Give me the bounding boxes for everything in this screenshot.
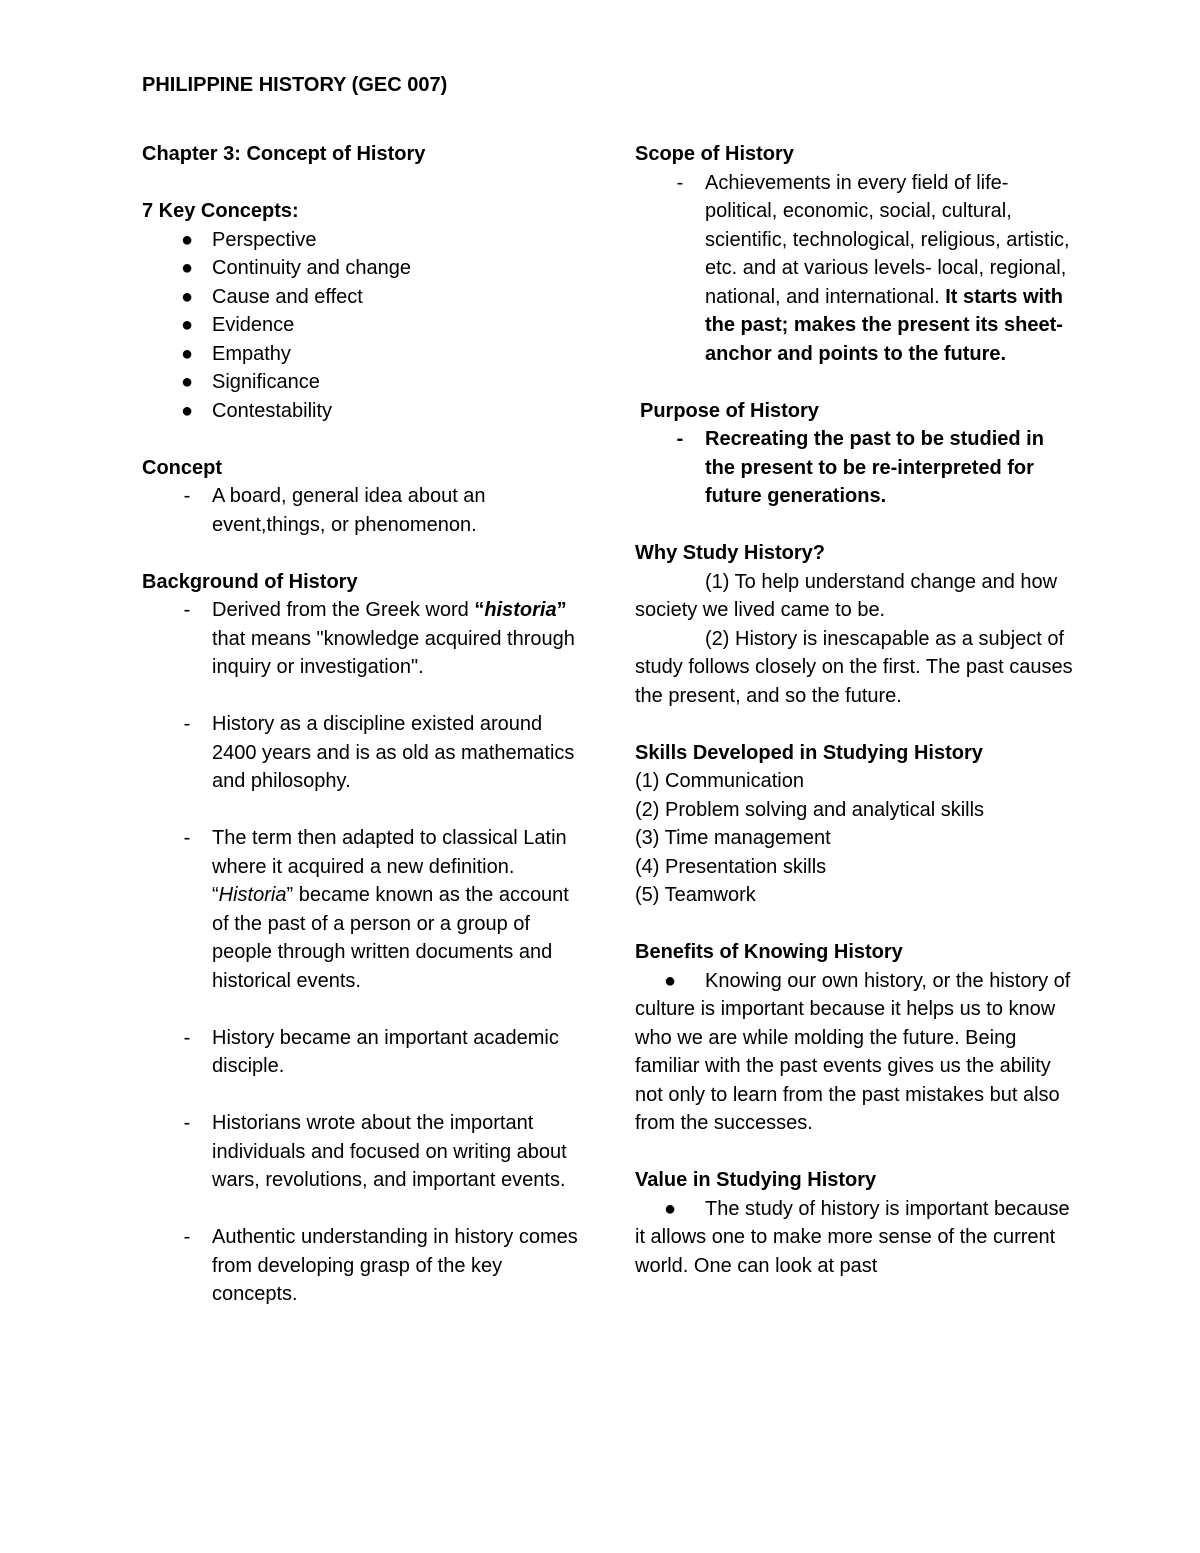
dash-icon: - <box>183 827 191 849</box>
key-concept-item: ● Evidence <box>142 311 582 340</box>
latin-word: Historia <box>218 884 287 906</box>
concept-item: - A board, general idea about an event,things, or phenomenon. <box>142 482 582 539</box>
skill-item: (1) Communication <box>635 770 804 792</box>
bullet-icon: ● <box>663 1197 677 1220</box>
why-reason-2: (2) History is inescapable as a subject of study follows closely on the first. The past causes the present, and so the future. <box>635 627 1073 707</box>
key-concept-item: ● Empathy <box>142 340 582 369</box>
chapter-section <box>142 140 582 169</box>
dash-icon: - <box>183 1226 191 1248</box>
scope-heading: Scope of History <box>635 143 794 165</box>
purpose-item: - Recreating the past to be studied in the present to be re-interpreted for future generations. <box>640 425 1075 511</box>
why-reason-1: (1) To help understand change and how society we lived came to be. <box>635 570 1058 621</box>
value-heading: Value in Studying History <box>635 1169 877 1191</box>
dash-icon: - <box>183 713 191 735</box>
dash-icon: - <box>183 599 191 621</box>
chapter-heading: Chapter 3: Concept of History <box>142 143 426 165</box>
background-item: - Authentic understanding in history comes from developing grasp of the key concepts. <box>142 1223 582 1309</box>
background-item: - History as a discipline existed around 2400 years and is as old as mathematics and philosophy. <box>142 710 582 796</box>
dash-icon: - <box>676 171 684 194</box>
background-item: - Derived from the Greek word “historia” that means "knowledge acquired through inquiry or investigation". <box>142 596 582 682</box>
bullet-icon: ● <box>180 257 194 279</box>
background-item: - Historians wrote about the important individuals and focused on writing about wars, revolutions, and important events. <box>142 1109 582 1195</box>
bullet-icon: ● <box>180 285 194 308</box>
dash-icon: - <box>183 485 191 507</box>
right-column <box>635 140 1075 1280</box>
purpose-section <box>635 397 1075 511</box>
why-section <box>635 539 1075 710</box>
benefits-section <box>635 938 1075 1138</box>
dash-icon: - <box>183 1112 191 1134</box>
bullet-icon: ● <box>180 342 194 365</box>
bullet-icon: ● <box>180 371 194 393</box>
bullet-icon: ● <box>180 314 194 336</box>
concept-heading: Concept <box>142 456 222 479</box>
scope-item: - Achievements in every field of life- political, economic, social, cultural, scientific, technological, religious, artistic, etc. and at various levels- local, regional, national, and international. It starts with the past; makes the present its sheet-anchor and points to the future. <box>635 169 1075 369</box>
background-heading: Background of History <box>142 570 358 593</box>
skills-section <box>635 739 1075 910</box>
key-concepts-section <box>142 197 582 425</box>
concept-section <box>142 454 582 540</box>
benefits-heading: Benefits of Knowing History <box>635 941 903 963</box>
bullet-icon: ● <box>180 228 194 251</box>
dash-icon: - <box>183 1026 191 1049</box>
key-concept-item: ● Cause and effect <box>142 283 582 312</box>
skills-heading: Skills Developed in Studying History <box>635 741 983 764</box>
document-title: PHILIPPINE HISTORY (GEC 007) <box>142 74 448 96</box>
purpose-heading: Purpose of History <box>640 399 819 422</box>
greek-word: historia <box>484 599 557 621</box>
bullet-icon: ● <box>663 969 677 992</box>
left-column <box>142 140 582 1309</box>
benefits-text: ● Knowing our own history, or the history of culture is important because it helps us to know who we are while molding the future. Being familiar with the past events gives us the ability not only to learn from the past mistakes but also from the successes. <box>635 967 1075 1138</box>
background-section <box>142 568 582 1309</box>
bullet-icon: ● <box>180 399 194 422</box>
value-text: ● The study of history is important because it allows one to make more sense of the current world. One can look at past <box>635 1195 1075 1281</box>
skill-item: (5) Teamwork <box>635 884 756 906</box>
background-item: - History became an important academic disciple. <box>142 1024 582 1081</box>
key-concept-item: ● Significance <box>142 368 582 397</box>
why-heading: Why Study History? <box>635 542 826 564</box>
key-concept-item: ● Contestability <box>142 397 582 426</box>
key-concept-item: ● Continuity and change <box>142 254 582 283</box>
scope-section <box>635 140 1075 368</box>
skill-item: (3) Time management <box>635 827 831 849</box>
skill-item: (2) Problem solving and analytical skills <box>635 798 985 821</box>
background-item: - The term then adapted to classical Latin where it acquired a new definition. “Historia” became known as the account of the past of a person or a group of people through written documents and historical events. <box>142 824 582 995</box>
skill-item: (4) Presentation skills <box>635 855 827 878</box>
key-concepts-heading: 7 Key Concepts: <box>142 200 299 222</box>
key-concept-item: ● Perspective <box>142 226 582 255</box>
dash-icon: - <box>676 428 684 450</box>
value-section <box>635 1166 1075 1280</box>
